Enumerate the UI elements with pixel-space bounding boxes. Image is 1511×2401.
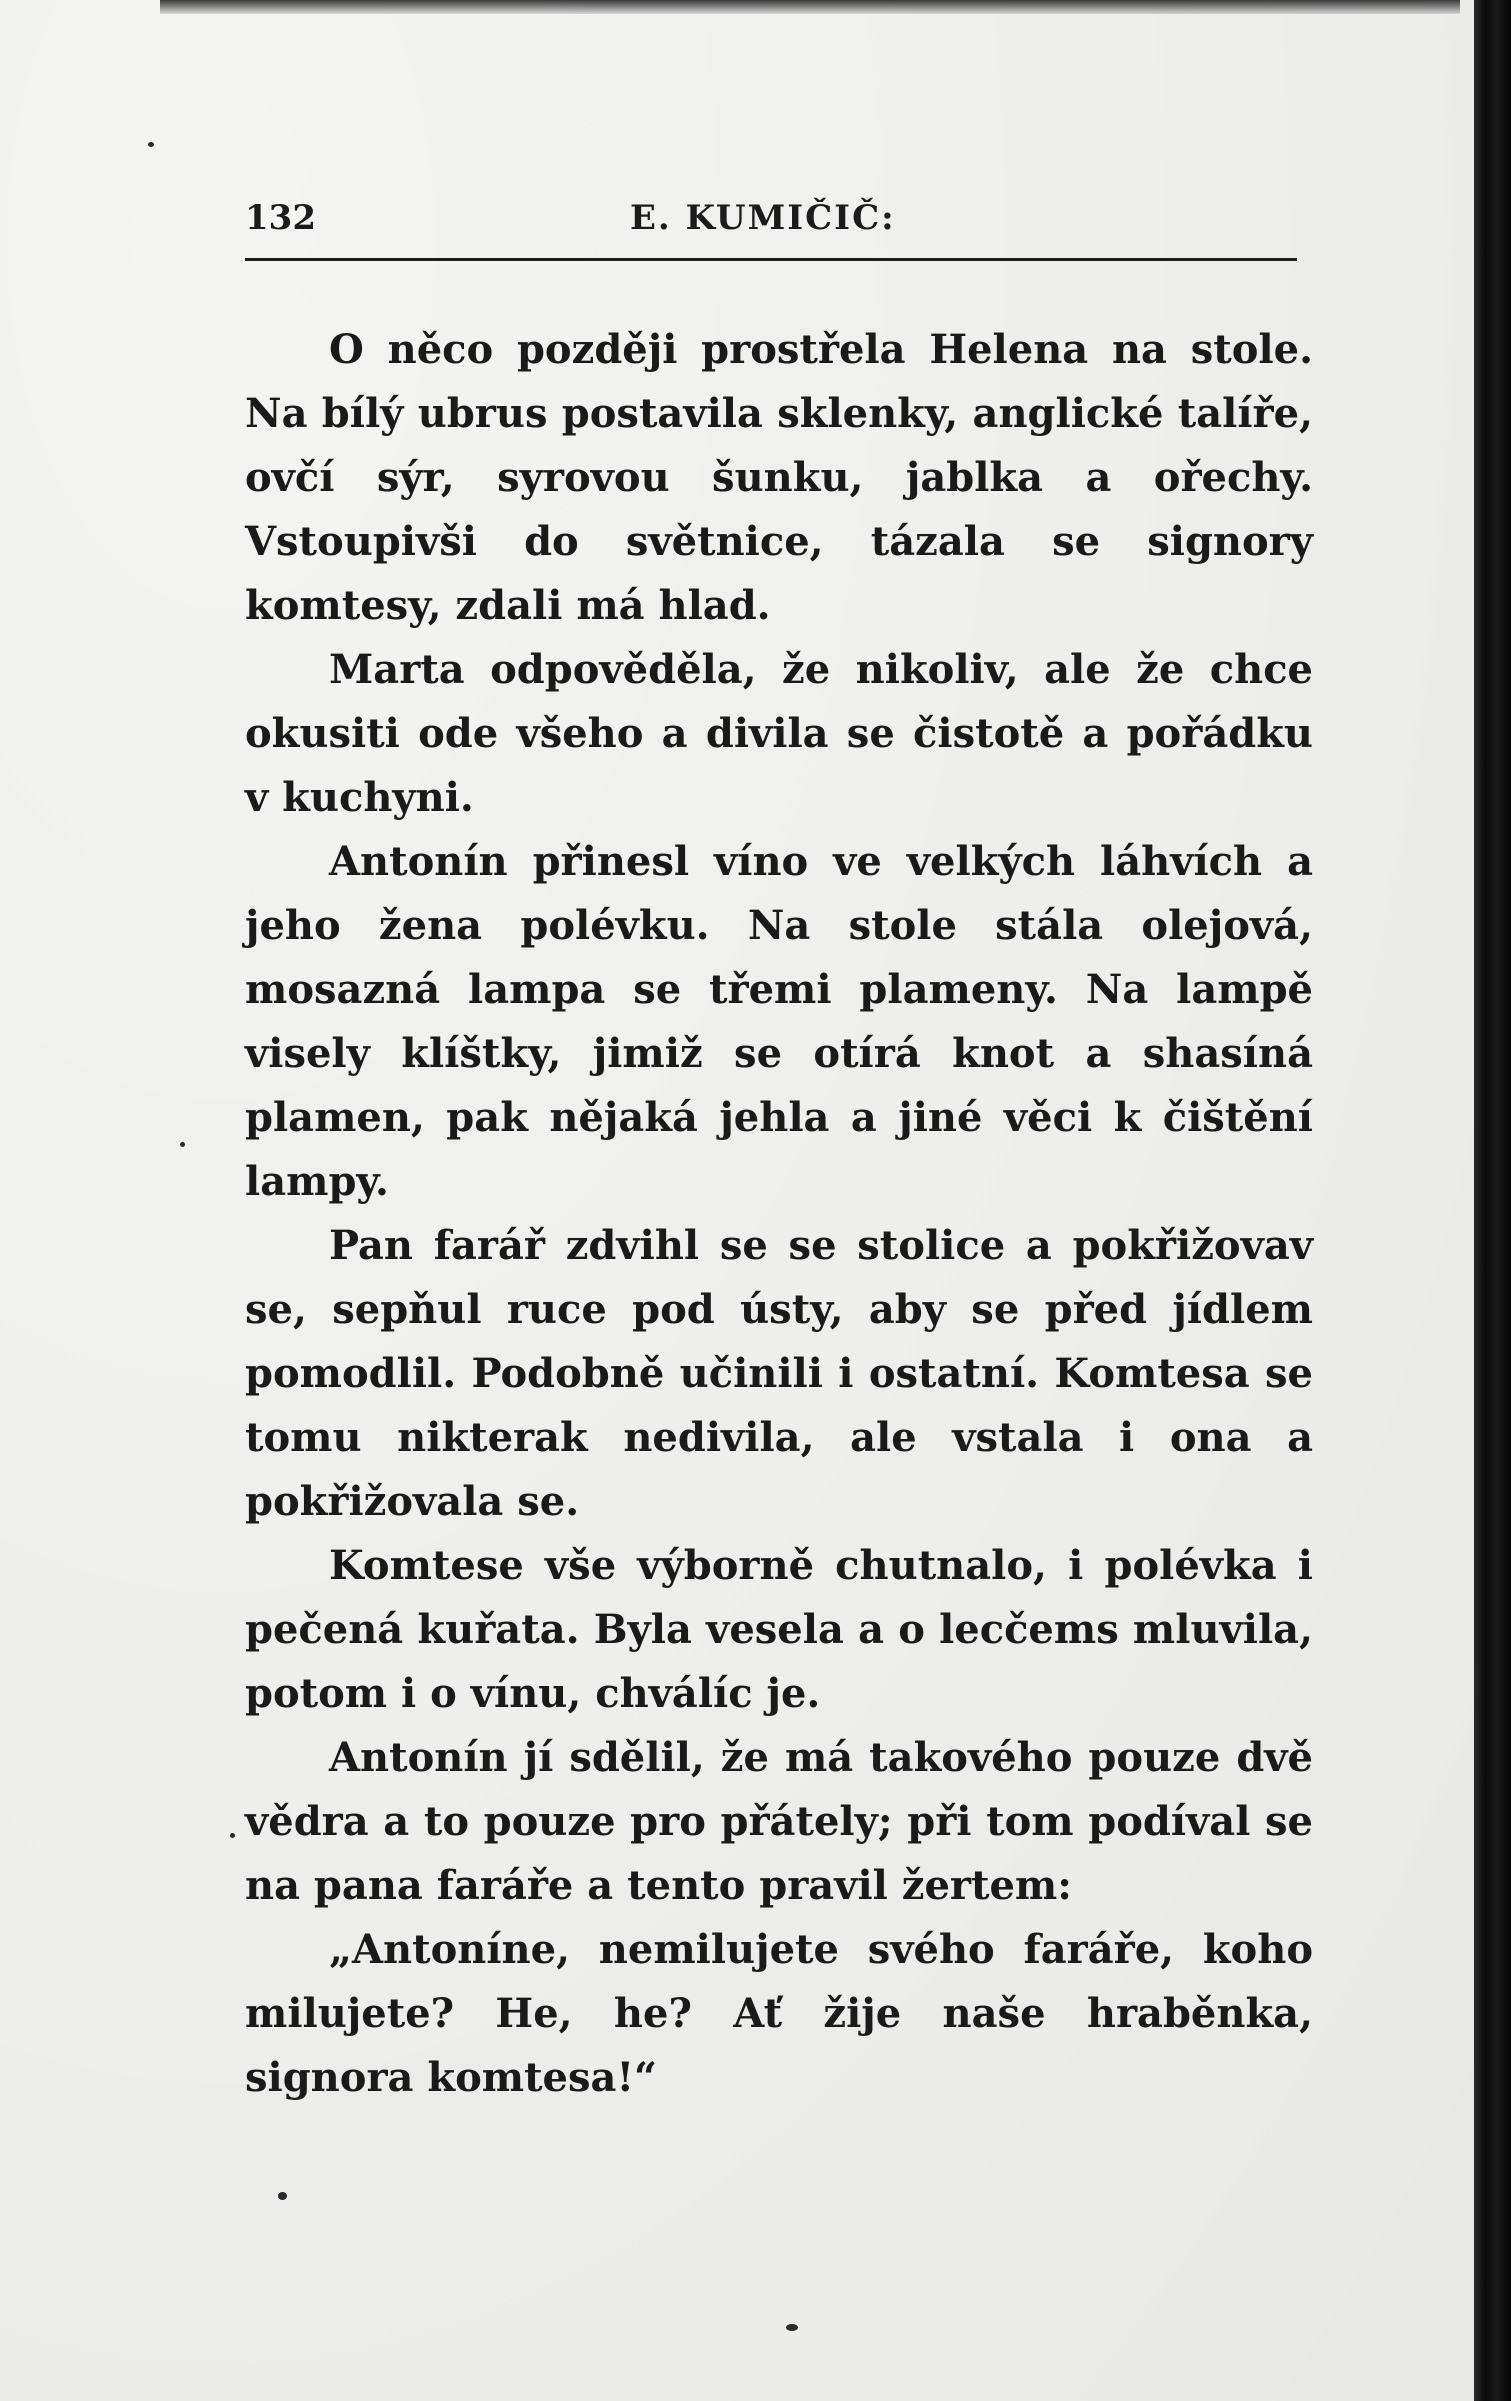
paragraph: „Antoníne, nemilujete svého faráře, koho milujete? He, he? Ať žije naše hraběnka, signora komtesa!“ [245, 1926, 1313, 2101]
page-top-shadow [160, 0, 1460, 14]
paragraph: Marta odpověděla, že nikoliv, ale že chce okusiti ode všeho a divila se čistotě a pořádku v kuchyni. [245, 646, 1313, 821]
header-rule [245, 258, 1297, 261]
paragraph: Komtese vše výborně chutnalo, i polévka i pečená kuřata. Byla vesela a o lecčems mluvila, potom i o vínu, chválíc je. [245, 1542, 1313, 1717]
ink-speck [278, 2192, 287, 2200]
paragraph: O něco později prostřela Helena na stole. Na bílý ubrus postavila sklenky, anglické talíře, ovčí sýr, syrovou šunku, jablka a ořechy. Vstoupivši do světnice, tázala se signory komtesy, zdali má hlad. [245, 326, 1313, 629]
body-text [245, 318, 1313, 2110]
page-header [245, 198, 1297, 248]
ink-speck [230, 1833, 235, 1838]
paragraph: Antonín jí sdělil, že má takového pouze dvě vědra a to pouze pro přátely; při tom podíval se na pana faráře a tento pravil žertem: [245, 1734, 1313, 1909]
paragraph: Pan farář zdvihl se se stolice a pokřižovav se, sepňul ruce pod ústy, aby se před jídlem pomodlil. Podobně učinili i ostatní. Komtesa se tomu nikterak nedivila, ale vstala i ona a pokřižovala se. [245, 1222, 1313, 1525]
ink-speck [180, 1142, 185, 1147]
paragraph: Antonín přinesl víno ve velkých láhvích a jeho žena polévku. Na stole stála olejová, mosazná lampa se třemi plameny. Na lampě visely klíštky, jimiž se otírá knot a shasíná plamen, pak nějaká jehla a jiné věci k čištění lampy. [245, 838, 1313, 1205]
ink-speck [148, 142, 154, 147]
running-head: E. KUMIČIČ: [630, 198, 896, 238]
ink-speck [786, 2324, 798, 2331]
book-spine-edge [1474, 0, 1511, 2401]
page-number: 132 [245, 198, 316, 238]
